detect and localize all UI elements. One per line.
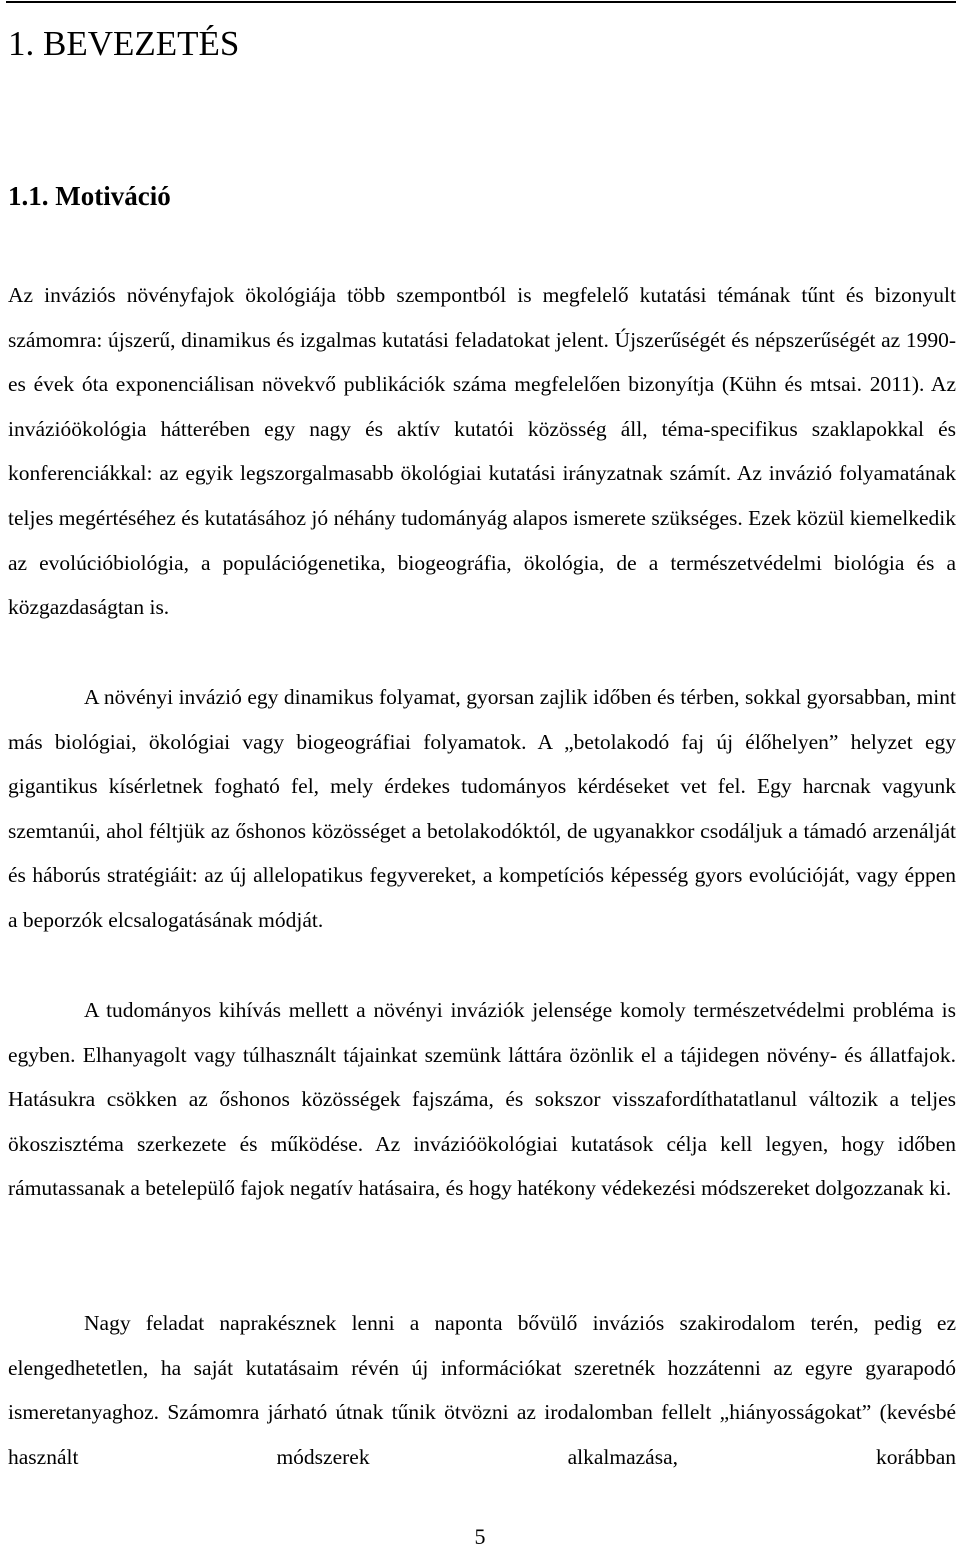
paragraph-2: A növényi invázió egy dinamikus folyamat, gyorsan zajlik időben és térben, sokkal gyorsabban, mint más biológiai, ökológiai vagy biogeográfiai folyamatok. A „betolakodó faj új élőhelyen” helyzet egy gigantikus kísérletnek fogható fel, mely érdekes tudományos kérdéseket vet fel. Egy harcnak vagyunk szemtanúi, ahol féltjük az őshonos közösséget a betolakodóktól, de ugyanakkor csodáljuk a támadó arzenálját és háborús stratégiáit: az új allelopatikus fegyvereket, a kompetíciós képesség gyors evolúcióját, vagy éppen a beporzók elcsalogatásának módját.	[8, 685, 956, 932]
paragraph-3: A tudományos kihívás mellett a növényi inváziók jelensége komoly természetvédelmi probléma is egyben. Elhanyagolt vagy túlhasznált tájainkat szemünk láttára özönlik el a tájidegen növény- és állatfajok. Hatásukra csökken az őshonos közösségek fajszáma, és sokszor visszafordíthatatlanul változik a teljes ökoszisztéma szerkezete és működése. Az invázióökológiai kutatások célja kell legyen, hogy időben rámutassanak a betelepülő fajok negatív hatásaira, és hogy hatékony védekezési módszereket dolgozzanak ki.	[8, 998, 956, 1201]
paragraph-1: Az inváziós növényfajok ökológiája több szempontból is megfelelő kutatási témának tűnt és bizonyult számomra: újszerű, dinamikus és izgalmas kutatási feladatokat jelent. Újszerűségét és népszerűségét az 1990-es évek óta exponenciálisan növekvő publikációk száma megfelelően bizonyítja (Kühn és mtsai. 2011). Az invázióökológia hátterében egy nagy és aktív kutatói közösség áll, téma-specifikus szaklapokkal és konferenciákkal: az egyik legszorgalmasabb ökológiai kutatási irányzatnak számít. Az invázió folyamatának teljes megértéséhez és kutatásához jó néhány tudományág alapos ismerete szükséges. Ezek közül kiemelkedik az evolúcióbiológia, a populációgenetika, biogeográfia, ökológia, de a természetvédelmi biológia és a közgazdaságtan is.	[8, 283, 956, 620]
paragraph-4: Nagy feladat naprakésznek lenni a naponta bővülő inváziós szakirodalom terén, pedig ez elengedhetetlen, ha saját kutatásaim révén új információkat szeretnék hozzátenni az egyre gyarapodó ismeretanyaghoz. Számomra járható útnak tűnik ötvözni az irodalomban fellelt „hiányosságokat” (kevésbé használt módszerek alkalmazása, korábban	[8, 1311, 956, 1469]
section-heading: 1.1. Motiváció	[8, 181, 171, 211]
page-number: 5	[474, 1524, 486, 1549]
header-rule	[6, 1, 956, 3]
chapter-heading: 1. BEVEZETÉS	[8, 24, 240, 63]
